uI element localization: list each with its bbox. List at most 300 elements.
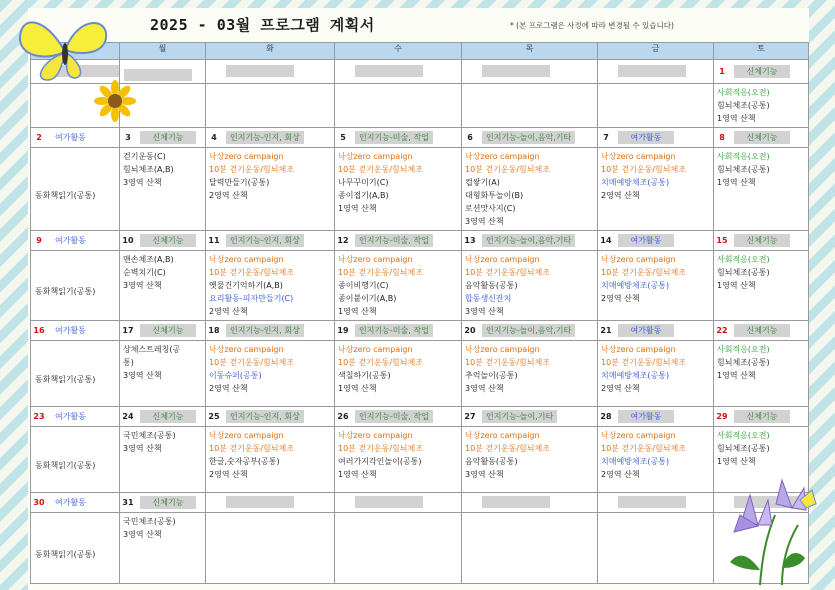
date-cell[interactable]	[598, 321, 714, 341]
schedule-item: 낙상zero campaign	[338, 431, 413, 440]
schedule-cell	[31, 341, 120, 407]
schedule-lines	[714, 341, 808, 384]
date-number: 21	[600, 326, 612, 335]
date-number: 26	[337, 412, 349, 421]
date-cell[interactable]	[462, 321, 598, 341]
activity-category-tag: 여가활동	[618, 234, 674, 247]
week-schedule-row	[31, 84, 809, 128]
date-cell[interactable]	[206, 128, 335, 148]
date-number: 22	[716, 326, 728, 335]
date-cell[interactable]	[462, 231, 598, 251]
schedule-lines	[714, 148, 808, 191]
schedule-item: 10분 걷기운동/힘뇌체조	[338, 268, 423, 277]
weekday-mon: 월	[120, 43, 206, 60]
activity-category-tag	[226, 496, 294, 508]
schedule-item: 10분 걷기운동/힘뇌체조	[209, 268, 294, 277]
date-cell[interactable]	[714, 128, 809, 148]
date-cell[interactable]	[714, 60, 809, 84]
weekday-wed: 수	[335, 43, 462, 60]
date-cell[interactable]	[206, 231, 335, 251]
activity-category-tag: 인지기능-미술, 작업	[355, 131, 433, 144]
schedule-lines	[31, 534, 119, 563]
schedule-item: 낙상zero campaign	[465, 431, 540, 440]
schedule-item: 10분 걷기운동/힘뇌체조	[465, 358, 550, 367]
date-number: 18	[208, 326, 220, 335]
schedule-lines	[598, 427, 713, 483]
schedule-item: 나무꾸미기(C)	[338, 178, 389, 187]
date-cell[interactable]	[598, 493, 714, 513]
week-date-row	[31, 60, 809, 84]
activity-category-tag: 신체기능	[140, 234, 196, 247]
schedule-cell	[206, 341, 335, 407]
schedule-cell	[120, 341, 206, 407]
schedule-item: 2영역 산책	[601, 384, 640, 393]
schedule-item: 2영역 산책	[209, 191, 248, 200]
schedule-lines	[462, 148, 597, 230]
activity-category-tag	[482, 65, 550, 77]
schedule-cell	[462, 341, 598, 407]
schedule-lines	[598, 148, 713, 204]
schedule-item: 2영역 산책	[601, 294, 640, 303]
date-number: 25	[208, 412, 220, 421]
week-date-row	[31, 128, 809, 148]
date-cell[interactable]	[31, 231, 120, 251]
schedule-item: 10분 걷기운동/힘뇌체조	[338, 444, 423, 453]
date-number: 24	[122, 412, 134, 421]
schedule-lines	[598, 251, 713, 307]
schedule-item: 낙상zero campaign	[209, 152, 284, 161]
schedule-lines	[335, 513, 461, 517]
schedule-item: 로션맛사지(C)	[465, 204, 516, 213]
week-date-row	[31, 231, 809, 251]
schedule-item: 힘뇌체조(공통)	[717, 358, 770, 367]
schedule-item: 2영역 산책	[601, 191, 640, 200]
schedule-item: 치매예방체조(공통)	[601, 281, 670, 290]
schedule-item: 종이접기(A,B)	[338, 191, 389, 200]
schedule-cell	[462, 427, 598, 493]
date-cell[interactable]	[120, 407, 206, 427]
activity-category-tag: 인지기능-인지, 회상	[226, 234, 304, 247]
schedule-item: 낙상zero campaign	[209, 255, 284, 264]
date-cell[interactable]	[206, 321, 335, 341]
schedule-item: 음악활동(공통)	[465, 281, 518, 290]
schedule-lines	[206, 148, 334, 204]
date-cell[interactable]	[335, 407, 462, 427]
schedule-item: 1영역 산책	[717, 178, 756, 187]
activity-category-tag: 인지기능-미술, 작업	[355, 324, 433, 337]
schedule-item: 추억놀이(공통)	[465, 371, 518, 380]
schedule-lines	[598, 341, 713, 397]
schedule-item: 치매예방체조(공통)	[601, 178, 670, 187]
schedule-item: 합동생신잔치	[465, 294, 512, 303]
schedule-lines	[31, 271, 119, 300]
date-cell[interactable]	[31, 128, 120, 148]
date-cell[interactable]	[120, 231, 206, 251]
date-cell[interactable]	[462, 407, 598, 427]
date-cell[interactable]	[598, 60, 714, 84]
weekday-sat: 토	[714, 43, 809, 60]
schedule-item: 3영역 산책	[123, 530, 162, 539]
schedule-lines	[120, 341, 205, 384]
schedule-item: 국민체조(공통)	[123, 517, 176, 526]
activity-category-tag: 여가활동	[618, 410, 674, 423]
activity-category-tag: 신체기능	[140, 324, 196, 337]
schedule-cell	[598, 341, 714, 407]
change-notice: * (본 프로그램은 사정에 따라 변경될 수 있습니다)	[510, 21, 674, 30]
date-number: 11	[208, 236, 220, 245]
schedule-lines	[714, 427, 808, 470]
schedule-cell	[31, 251, 120, 321]
schedule-lines	[120, 251, 205, 294]
date-number: 31	[122, 498, 134, 507]
date-cell[interactable]	[31, 321, 120, 341]
date-number: 6	[467, 133, 473, 142]
schedule-cell	[335, 341, 462, 407]
schedule-item: 10분 걷기운동/힘뇌체조	[601, 358, 686, 367]
schedule-lines	[335, 427, 461, 483]
schedule-cell	[714, 84, 809, 128]
schedule-item: 한글,숫자공부(공통)	[209, 457, 280, 466]
schedule-lines	[598, 513, 713, 517]
schedule-item: 3영역 산책	[123, 371, 162, 380]
schedule-lines	[335, 341, 461, 397]
schedule-item: 동화책읽기(공통)	[35, 190, 96, 200]
schedule-item: 동화책읽기(공통)	[35, 375, 96, 384]
date-cell[interactable]	[206, 60, 335, 84]
schedule-item: 낙상zero campaign	[338, 345, 413, 354]
schedule-item: 3영역 산책	[465, 470, 504, 479]
date-number: 28	[600, 412, 612, 421]
schedule-lines	[206, 251, 334, 320]
activity-category-tag: 인지기능-미술, 작업	[355, 234, 433, 247]
activity-category-tag: 여가활동	[55, 326, 86, 335]
schedule-item: 2영역 산책	[601, 470, 640, 479]
schedule-item: 옛물건기억하기(A,B)	[209, 281, 283, 290]
date-number: 3	[125, 133, 131, 142]
date-cell[interactable]	[31, 493, 120, 513]
date-cell[interactable]	[120, 493, 206, 513]
schedule-item: 낙상zero campaign	[601, 152, 676, 161]
schedule-item: 10분 걷기운동/힘뇌체조	[209, 165, 294, 174]
schedule-item: 순벽치기(C)	[123, 268, 166, 277]
schedule-item: 2영역 산책	[209, 307, 248, 316]
schedule-cell	[31, 148, 120, 231]
week-schedule-row	[31, 427, 809, 493]
schedule-lines	[120, 148, 205, 191]
schedule-cell	[462, 251, 598, 321]
schedule-item: 힘뇌체조(공통)	[717, 444, 770, 453]
date-cell[interactable]	[462, 493, 598, 513]
schedule-lines	[206, 427, 334, 483]
schedule-item: 이동슈퍼(공통)	[209, 371, 262, 380]
date-number: 16	[33, 326, 45, 335]
schedule-item: 힘뇌체조(A,B)	[123, 165, 174, 174]
week-schedule-row	[31, 341, 809, 407]
schedule-item: 낙상zero campaign	[465, 152, 540, 161]
schedule-cell	[462, 148, 598, 231]
schedule-item: 음악활동(공통)	[465, 457, 518, 466]
schedule-cell	[714, 148, 809, 231]
activity-category-tag: 인지기능-놀이,음악,기타	[482, 131, 575, 144]
schedule-item: 걷기운동(C)	[123, 152, 166, 161]
activity-category-tag	[618, 496, 686, 508]
date-cell[interactable]	[120, 128, 206, 148]
date-cell[interactable]	[598, 407, 714, 427]
schedule-item: 힘뇌체조(공통)	[717, 165, 770, 174]
schedule-item: 낙상zero campaign	[338, 152, 413, 161]
date-cell[interactable]	[31, 407, 120, 427]
schedule-item: 낙상zero campaign	[209, 431, 284, 440]
schedule-item: 2영역 산책	[209, 470, 248, 479]
date-number: 27	[464, 412, 476, 421]
monthly-calendar	[30, 42, 809, 584]
activity-category-tag: 신체기능	[734, 131, 790, 144]
schedule-lines	[335, 148, 461, 217]
schedule-item: 1영역 산책	[717, 457, 756, 466]
schedule-item: 대형화투놀이(B)	[465, 191, 524, 200]
schedule-lines	[462, 427, 597, 483]
activity-category-tag: 여가활동	[55, 133, 86, 142]
schedule-lines	[31, 445, 119, 474]
date-number: 23	[33, 412, 45, 421]
schedule-item: 3영역 산책	[123, 178, 162, 187]
week-schedule-row	[31, 148, 809, 231]
schedule-item: 달력만들기(공통)	[209, 178, 270, 187]
schedule-item: 사회적응(오전)	[717, 88, 770, 97]
activity-category-tag	[355, 65, 423, 77]
activity-category-tag: 신체기능	[734, 65, 790, 78]
date-number: 17	[122, 326, 134, 335]
activity-category-tag: 인지기능-놀이,음악,기타	[482, 324, 575, 337]
purple-flower-icon	[720, 470, 820, 590]
schedule-lines	[598, 84, 713, 88]
schedule-item: 10분 걷기운동/힘뇌체조	[465, 165, 550, 174]
date-number: 9	[36, 236, 42, 245]
date-number: 5	[340, 133, 346, 142]
date-number: 7	[603, 133, 609, 142]
schedule-item: 종이비행기(C)	[338, 281, 389, 290]
date-cell[interactable]	[335, 321, 462, 341]
schedule-item: 동화책읽기(공통)	[35, 461, 96, 470]
schedule-cell	[335, 84, 462, 128]
weekday-fri: 금	[598, 43, 714, 60]
week-date-row	[31, 407, 809, 427]
schedule-cell	[598, 427, 714, 493]
schedule-lines	[206, 84, 334, 88]
schedule-lines	[714, 84, 808, 127]
weekday-tue: 화	[206, 43, 335, 60]
schedule-item: 1영역 산책	[717, 371, 756, 380]
date-cell[interactable]	[206, 493, 335, 513]
schedule-lines	[714, 251, 808, 294]
schedule-item: 10분 걷기운동/힘뇌체조	[338, 358, 423, 367]
schedule-item: 치매예방체조(공통)	[601, 457, 670, 466]
schedule-item: 국민체조(공통)	[123, 431, 176, 440]
schedule-item: 10분 걷기운동/힘뇌체조	[465, 268, 550, 277]
schedule-item: 동화책읽기(공통)	[35, 549, 96, 559]
week-schedule-row	[31, 513, 809, 584]
schedule-lines	[462, 251, 597, 320]
schedule-lines	[31, 175, 119, 204]
schedule-cell	[714, 251, 809, 321]
date-cell[interactable]	[335, 231, 462, 251]
schedule-lines	[120, 427, 205, 457]
week-date-row	[31, 493, 809, 513]
activity-category-tag: 신체기능	[734, 410, 790, 423]
activity-category-tag: 인지기능-놀이,기타	[482, 410, 557, 423]
activity-category-tag: 인지기능-미술, 작업	[355, 410, 433, 423]
schedule-cell	[120, 251, 206, 321]
schedule-cell	[335, 513, 462, 584]
schedule-item: 2영역 산책	[209, 384, 248, 393]
date-number: 29	[716, 412, 728, 421]
date-number: 30	[33, 498, 45, 507]
schedule-cell	[462, 513, 598, 584]
schedule-lines	[206, 513, 334, 517]
schedule-item: 힘뇌체조(공통)	[717, 101, 770, 110]
activity-category-tag: 신체기능	[140, 496, 196, 509]
schedule-lines	[462, 341, 597, 397]
weekday-thu: 목	[462, 43, 598, 60]
activity-category-tag: 신체기능	[734, 324, 790, 337]
schedule-item: 1영역 산책	[338, 470, 377, 479]
sunflower-icon	[94, 80, 136, 122]
schedule-item: 3영역 산책	[123, 444, 162, 453]
schedule-item: 낙상zero campaign	[465, 255, 540, 264]
schedule-lines	[335, 251, 461, 320]
activity-category-tag: 인지기능-인지, 회상	[226, 131, 304, 144]
schedule-item: 치매예방체조(공통)	[601, 371, 670, 380]
activity-category-tag: 여가활동	[55, 412, 86, 421]
schedule-item: 3영역 산책	[465, 384, 504, 393]
date-number: 13	[464, 236, 476, 245]
schedule-item: 사회적응(오전)	[717, 345, 770, 354]
activity-category-tag	[355, 496, 423, 508]
schedule-item: 3영역 산책	[123, 281, 162, 290]
schedule-cell	[206, 251, 335, 321]
schedule-item: 종이붙이기(A,B)	[338, 294, 397, 303]
schedule-item: 3영역 산책	[465, 217, 504, 226]
activity-category-tag: 여가활동	[618, 324, 674, 337]
date-cell[interactable]	[335, 128, 462, 148]
schedule-item: 10분 걷기운동/힘뇌체조	[209, 444, 294, 453]
date-cell[interactable]	[335, 493, 462, 513]
activity-category-tag	[482, 496, 550, 508]
schedule-item: 동화책읽기(공통)	[35, 287, 96, 296]
schedule-item: 낙상zero campaign	[601, 255, 676, 264]
schedule-cell	[598, 251, 714, 321]
activity-category-tag: 여가활동	[618, 131, 674, 144]
activity-category-tag: 신체기능	[734, 234, 790, 247]
week-date-row	[31, 321, 809, 341]
weekday-header-row	[31, 43, 809, 60]
activity-category-tag	[618, 65, 686, 77]
schedule-item: 통)	[123, 358, 134, 367]
schedule-cell	[206, 427, 335, 493]
schedule-item: 색칠하기(공통)	[338, 371, 391, 380]
schedule-cell	[206, 148, 335, 231]
week-schedule-row	[31, 251, 809, 321]
date-cell[interactable]	[462, 128, 598, 148]
schedule-cell	[120, 427, 206, 493]
schedule-cell	[31, 513, 120, 584]
schedule-item: 10분 걷기운동/힘뇌체조	[338, 165, 423, 174]
date-cell[interactable]	[714, 321, 809, 341]
activity-category-tag: 인지기능-놀이,음악,기타	[482, 234, 575, 247]
schedule-lines	[206, 341, 334, 397]
activity-category-tag: 신체기능	[140, 131, 196, 144]
schedule-item: 사회적응(오전)	[717, 255, 770, 264]
schedule-cell	[120, 513, 206, 584]
schedule-item: 사회적응(오전)	[717, 152, 770, 161]
schedule-cell	[598, 513, 714, 584]
date-cell[interactable]	[206, 407, 335, 427]
schedule-item: 1영역 산책	[338, 384, 377, 393]
date-cell[interactable]	[462, 60, 598, 84]
schedule-item: 1영역 산책	[717, 281, 756, 290]
schedule-cell	[335, 251, 462, 321]
schedule-item: 낙상zero campaign	[601, 431, 676, 440]
date-number: 2	[36, 133, 42, 142]
schedule-lines	[120, 513, 205, 543]
schedule-item: 1영역 산책	[338, 204, 377, 213]
schedule-lines	[462, 513, 597, 517]
date-cell[interactable]	[598, 128, 714, 148]
schedule-item: 낙상zero campaign	[338, 255, 413, 264]
date-number: 1	[719, 67, 725, 76]
activity-category-tag: 인지기능-인지, 회상	[226, 410, 304, 423]
schedule-item: 10분 걷기운동/힘뇌체조	[601, 165, 686, 174]
schedule-item: 낙상zero campaign	[209, 345, 284, 354]
schedule-item: 요리활동-피자만들기(C)	[209, 294, 294, 303]
schedule-item: 맨손체조(A,B)	[123, 255, 174, 264]
schedule-item: 낙상zero campaign	[601, 345, 676, 354]
schedule-item: 1영역 산책	[717, 114, 756, 123]
schedule-cell	[714, 341, 809, 407]
schedule-cell	[335, 148, 462, 231]
schedule-lines	[335, 84, 461, 88]
schedule-item: 여러가지각인놀이(공통)	[338, 457, 422, 466]
schedule-lines	[462, 84, 597, 88]
date-number: 10	[122, 236, 134, 245]
date-cell[interactable]	[120, 321, 206, 341]
activity-category-tag: 신체기능	[140, 410, 196, 423]
date-number: 20	[464, 326, 476, 335]
date-cell[interactable]	[335, 60, 462, 84]
schedule-cell	[120, 148, 206, 231]
schedule-lines	[31, 359, 119, 388]
activity-category-tag: 여가활동	[55, 236, 86, 245]
butterfly-icon	[14, 10, 114, 85]
schedule-item: 10분 걷기운동/힘뇌체조	[601, 444, 686, 453]
date-cell[interactable]	[714, 407, 809, 427]
date-cell[interactable]	[598, 231, 714, 251]
schedule-cell	[598, 148, 714, 231]
schedule-item: 10분 걷기운동/힘뇌체조	[601, 268, 686, 277]
schedule-cell	[335, 427, 462, 493]
date-number: 19	[337, 326, 349, 335]
activity-category-tag: 인지기능-인지, 회상	[226, 324, 304, 337]
schedule-cell	[462, 84, 598, 128]
schedule-item: 낙상zero campaign	[465, 345, 540, 354]
date-number: 14	[600, 236, 612, 245]
date-number: 4	[211, 133, 217, 142]
schedule-cell	[31, 427, 120, 493]
date-cell[interactable]	[714, 231, 809, 251]
schedule-item: 3영역 산책	[465, 307, 504, 316]
schedule-cell	[598, 84, 714, 128]
date-number: 8	[719, 133, 725, 142]
